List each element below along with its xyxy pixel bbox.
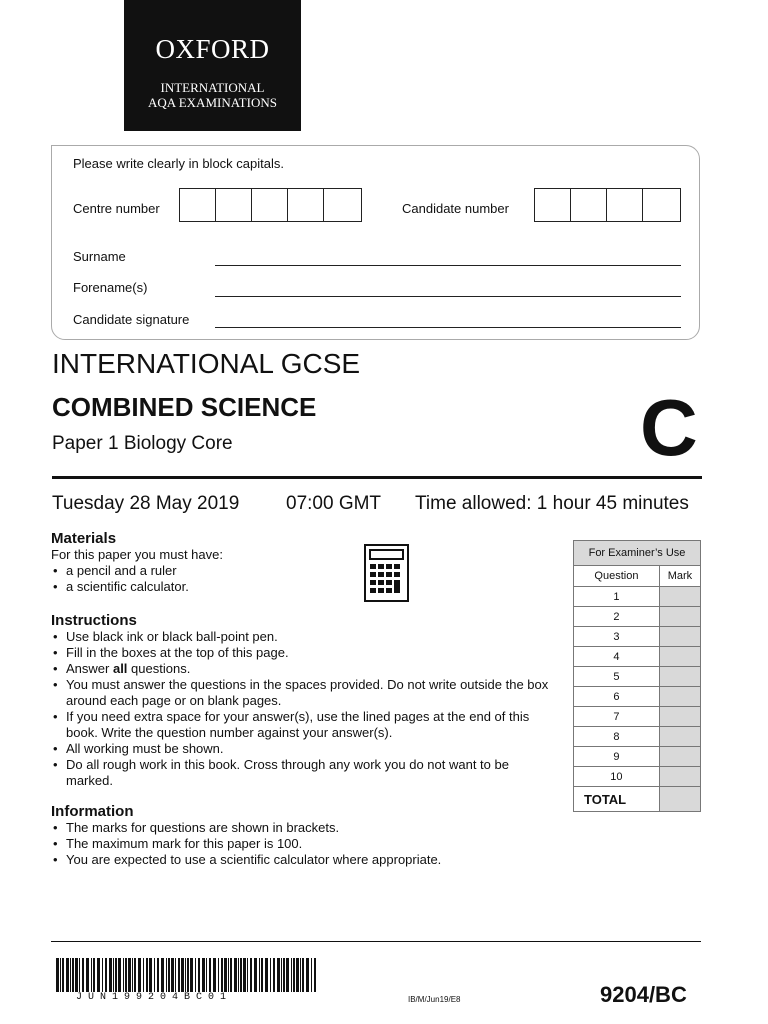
mark-column-header: Mark <box>659 566 700 587</box>
total-mark-cell[interactable] <box>659 787 700 812</box>
barcode-bar <box>115 958 117 992</box>
mark-cell[interactable] <box>659 627 700 647</box>
list-item: • Do all rough work in this book. Cross through any work you do not want to be marked. <box>51 757 556 789</box>
centre-number-label: Centre number <box>73 201 160 216</box>
barcode-bar <box>171 958 174 992</box>
list-item: • You must answer the questions in the spaces provided. Do not write outside the box around each page or on blank pages. <box>51 677 556 709</box>
barcode-bar <box>187 958 189 992</box>
question-number: 10 <box>574 767 660 787</box>
barcode-bar <box>66 958 69 992</box>
exam-time: 07:00 GMT <box>286 493 382 514</box>
centre-digit-box[interactable] <box>180 189 216 221</box>
barcode-bar <box>97 958 100 992</box>
mark-cell[interactable] <box>659 687 700 707</box>
barcode-bar <box>128 958 131 992</box>
barcode-bar <box>60 958 61 992</box>
time-allowed: Time allowed: 1 hour 45 minutes <box>415 493 689 514</box>
barcode-bar <box>302 958 304 992</box>
candidate-number-label: Candidate number <box>402 201 509 216</box>
barcode-bar <box>62 958 64 992</box>
centre-digit-box[interactable] <box>288 189 324 221</box>
barcode-bar <box>70 958 71 992</box>
question-number: 8 <box>574 727 660 747</box>
barcode-bar <box>250 958 252 992</box>
candidate-digit-box[interactable] <box>571 189 607 221</box>
logo-line-1: OXFORD <box>155 34 270 64</box>
barcode-bar <box>283 958 285 992</box>
question-number: 4 <box>574 647 660 667</box>
barcode-bar <box>102 958 103 992</box>
list-item: • You are expected to use a scientific calculator where appropriate. <box>51 852 556 868</box>
paper-title: Paper 1 Biology Core <box>52 433 233 454</box>
surname-label: Surname <box>73 249 126 264</box>
materials-heading: Materials <box>51 530 117 547</box>
qualification-title: INTERNATIONAL GCSE <box>52 348 361 379</box>
barcode-bar <box>296 958 299 992</box>
list-item: • The marks for questions are shown in brackets. <box>51 820 556 836</box>
block-capitals-instruction: Please write clearly in block capitals. <box>73 156 284 171</box>
question-column-header: Question <box>574 566 660 587</box>
barcode-bar <box>175 958 176 992</box>
barcode-bar <box>125 958 127 992</box>
question-number: 3 <box>574 627 660 647</box>
examiner-use-table <box>573 540 701 812</box>
list-item: • a scientific calculator. <box>51 579 551 595</box>
mark-cell[interactable] <box>659 727 700 747</box>
list-item: • Fill in the boxes at the top of this page. <box>51 645 556 661</box>
barcode-bar <box>109 958 112 992</box>
barcode-bar <box>261 958 263 992</box>
mark-cell[interactable] <box>659 667 700 687</box>
barcode-bar <box>230 958 232 992</box>
barcode <box>56 958 318 992</box>
barcode-bar <box>166 958 167 992</box>
barcode-bar <box>224 958 227 992</box>
barcode-bar <box>75 958 78 992</box>
logo-line-2: INTERNATIONAL <box>160 80 265 95</box>
barcode-bar <box>234 958 237 992</box>
mark-cell[interactable] <box>659 707 700 727</box>
barcode-bar <box>221 958 223 992</box>
barcode-bar <box>190 958 193 992</box>
barcode-bar <box>79 958 80 992</box>
barcode-bar <box>82 958 84 992</box>
information-heading: Information <box>51 803 134 820</box>
barcode-bar <box>113 958 114 992</box>
barcode-bar <box>259 958 260 992</box>
barcode-bar <box>154 958 155 992</box>
answer-all-bold: all <box>112 661 128 676</box>
barcode-bar <box>254 958 257 992</box>
forename-field[interactable] <box>215 296 681 297</box>
barcode-bar <box>206 958 207 992</box>
information-list <box>51 820 556 868</box>
barcode-bar <box>146 958 148 992</box>
surname-field[interactable] <box>215 265 681 266</box>
centre-digit-box[interactable] <box>252 189 288 221</box>
mark-cell[interactable] <box>659 747 700 767</box>
signature-label: Candidate signature <box>73 312 190 327</box>
candidate-digit-box[interactable] <box>607 189 643 221</box>
forename-label: Forename(s) <box>73 280 148 295</box>
calculator-icon <box>364 544 409 602</box>
oxford-aqa-logo <box>124 0 301 131</box>
barcode-bar <box>168 958 170 992</box>
mark-cell[interactable] <box>659 767 700 787</box>
barcode-bar <box>93 958 95 992</box>
barcode-bar <box>265 958 268 992</box>
logo-line-3: AQA EXAMINATIONS <box>148 95 277 110</box>
barcode-bar <box>273 958 275 992</box>
barcode-bar <box>247 958 248 992</box>
question-number: 6 <box>574 687 660 707</box>
barcode-bar <box>286 958 289 992</box>
barcode-bar <box>218 958 219 992</box>
centre-digit-box[interactable] <box>324 189 360 221</box>
barcode-bar <box>123 958 124 992</box>
candidate-number-boxes[interactable] <box>534 188 681 222</box>
question-number: 7 <box>574 707 660 727</box>
barcode-bar <box>132 958 133 992</box>
barcode-bar <box>134 958 136 992</box>
barcode-bar <box>311 958 312 992</box>
list-item <box>51 661 556 677</box>
mark-cell[interactable] <box>659 647 700 667</box>
barcode-bar <box>209 958 211 992</box>
centre-number-boxes[interactable] <box>179 188 362 222</box>
barcode-bar <box>56 958 59 992</box>
answer-all-prefix: Answer <box>66 661 113 676</box>
barcode-bar <box>306 958 309 992</box>
title-divider <box>52 476 702 479</box>
barcode-bar <box>161 958 164 992</box>
barcode-bar <box>243 958 246 992</box>
barcode-bar <box>86 958 89 992</box>
exam-date: Tuesday 28 May 2019 <box>52 493 240 514</box>
barcode-bar <box>300 958 301 992</box>
barcode-bar <box>270 958 271 992</box>
barcode-bar <box>240 958 242 992</box>
centre-digit-box[interactable] <box>216 189 252 221</box>
barcode-bar <box>202 958 205 992</box>
materials-intro: For this paper you must have: <box>51 547 223 562</box>
barcode-bar <box>291 958 292 992</box>
instructions-section <box>51 612 556 789</box>
barcode-bar <box>198 958 200 992</box>
list-item: • a pencil and a ruler <box>51 563 551 579</box>
examiner-table-title: For Examiner’s Use <box>574 541 701 566</box>
barcode-bar <box>181 958 184 992</box>
mark-cell[interactable] <box>659 587 700 607</box>
subject-title: COMBINED SCIENCE <box>52 392 317 422</box>
barcode-bar <box>157 958 159 992</box>
candidate-digit-box[interactable] <box>535 189 571 221</box>
question-number: 1 <box>574 587 660 607</box>
barcode-bar <box>138 958 141 992</box>
barcode-bar <box>72 958 74 992</box>
information-section <box>51 803 556 868</box>
barcode-bar <box>228 958 229 992</box>
instructions-heading: Instructions <box>51 612 137 629</box>
paper-code: 9204/BC <box>600 982 687 1007</box>
barcode-bar <box>178 958 180 992</box>
list-item: • If you need extra space for your answer(s), use the lined pages at the end of this book. Write the question number against your answer(s). <box>51 709 556 741</box>
logo-line-2-3 <box>124 80 301 110</box>
tier-letter: C <box>640 383 698 472</box>
list-item: • The maximum mark for this paper is 100. <box>51 836 556 852</box>
barcode-bar <box>105 958 107 992</box>
barcode-bar <box>185 958 186 992</box>
barcode-bar <box>293 958 295 992</box>
list-item: • Use black ink or black ball-point pen. <box>51 629 556 645</box>
barcode-bar <box>143 958 144 992</box>
signature-field[interactable] <box>215 327 681 328</box>
barcode-bar <box>195 958 196 992</box>
candidate-details-box <box>51 145 700 340</box>
candidate-digit-box[interactable] <box>643 189 679 221</box>
barcode-bar <box>277 958 280 992</box>
question-number: 2 <box>574 607 660 627</box>
barcode-bar <box>314 958 316 992</box>
total-label: TOTAL <box>574 787 660 812</box>
list-item: • All working must be shown. <box>51 741 556 757</box>
barcode-bar <box>118 958 121 992</box>
instructions-list <box>51 629 556 789</box>
materials-section <box>51 530 551 595</box>
barcode-bar <box>213 958 216 992</box>
answer-all-tail: questions. <box>127 661 191 676</box>
barcode-bar <box>149 958 152 992</box>
materials-list <box>51 563 551 595</box>
barcode-text: J U N 1 9 9 2 0 4 B C 0 1 <box>76 992 227 1003</box>
barcode-bar <box>281 958 282 992</box>
mark-cell[interactable] <box>659 607 700 627</box>
question-number: 9 <box>574 747 660 767</box>
barcode-bar <box>238 958 239 992</box>
footer-divider <box>51 941 701 942</box>
paper-reference: IB/M/Jun19/E8 <box>408 995 461 1004</box>
barcode-bar <box>91 958 92 992</box>
question-number: 5 <box>574 667 660 687</box>
